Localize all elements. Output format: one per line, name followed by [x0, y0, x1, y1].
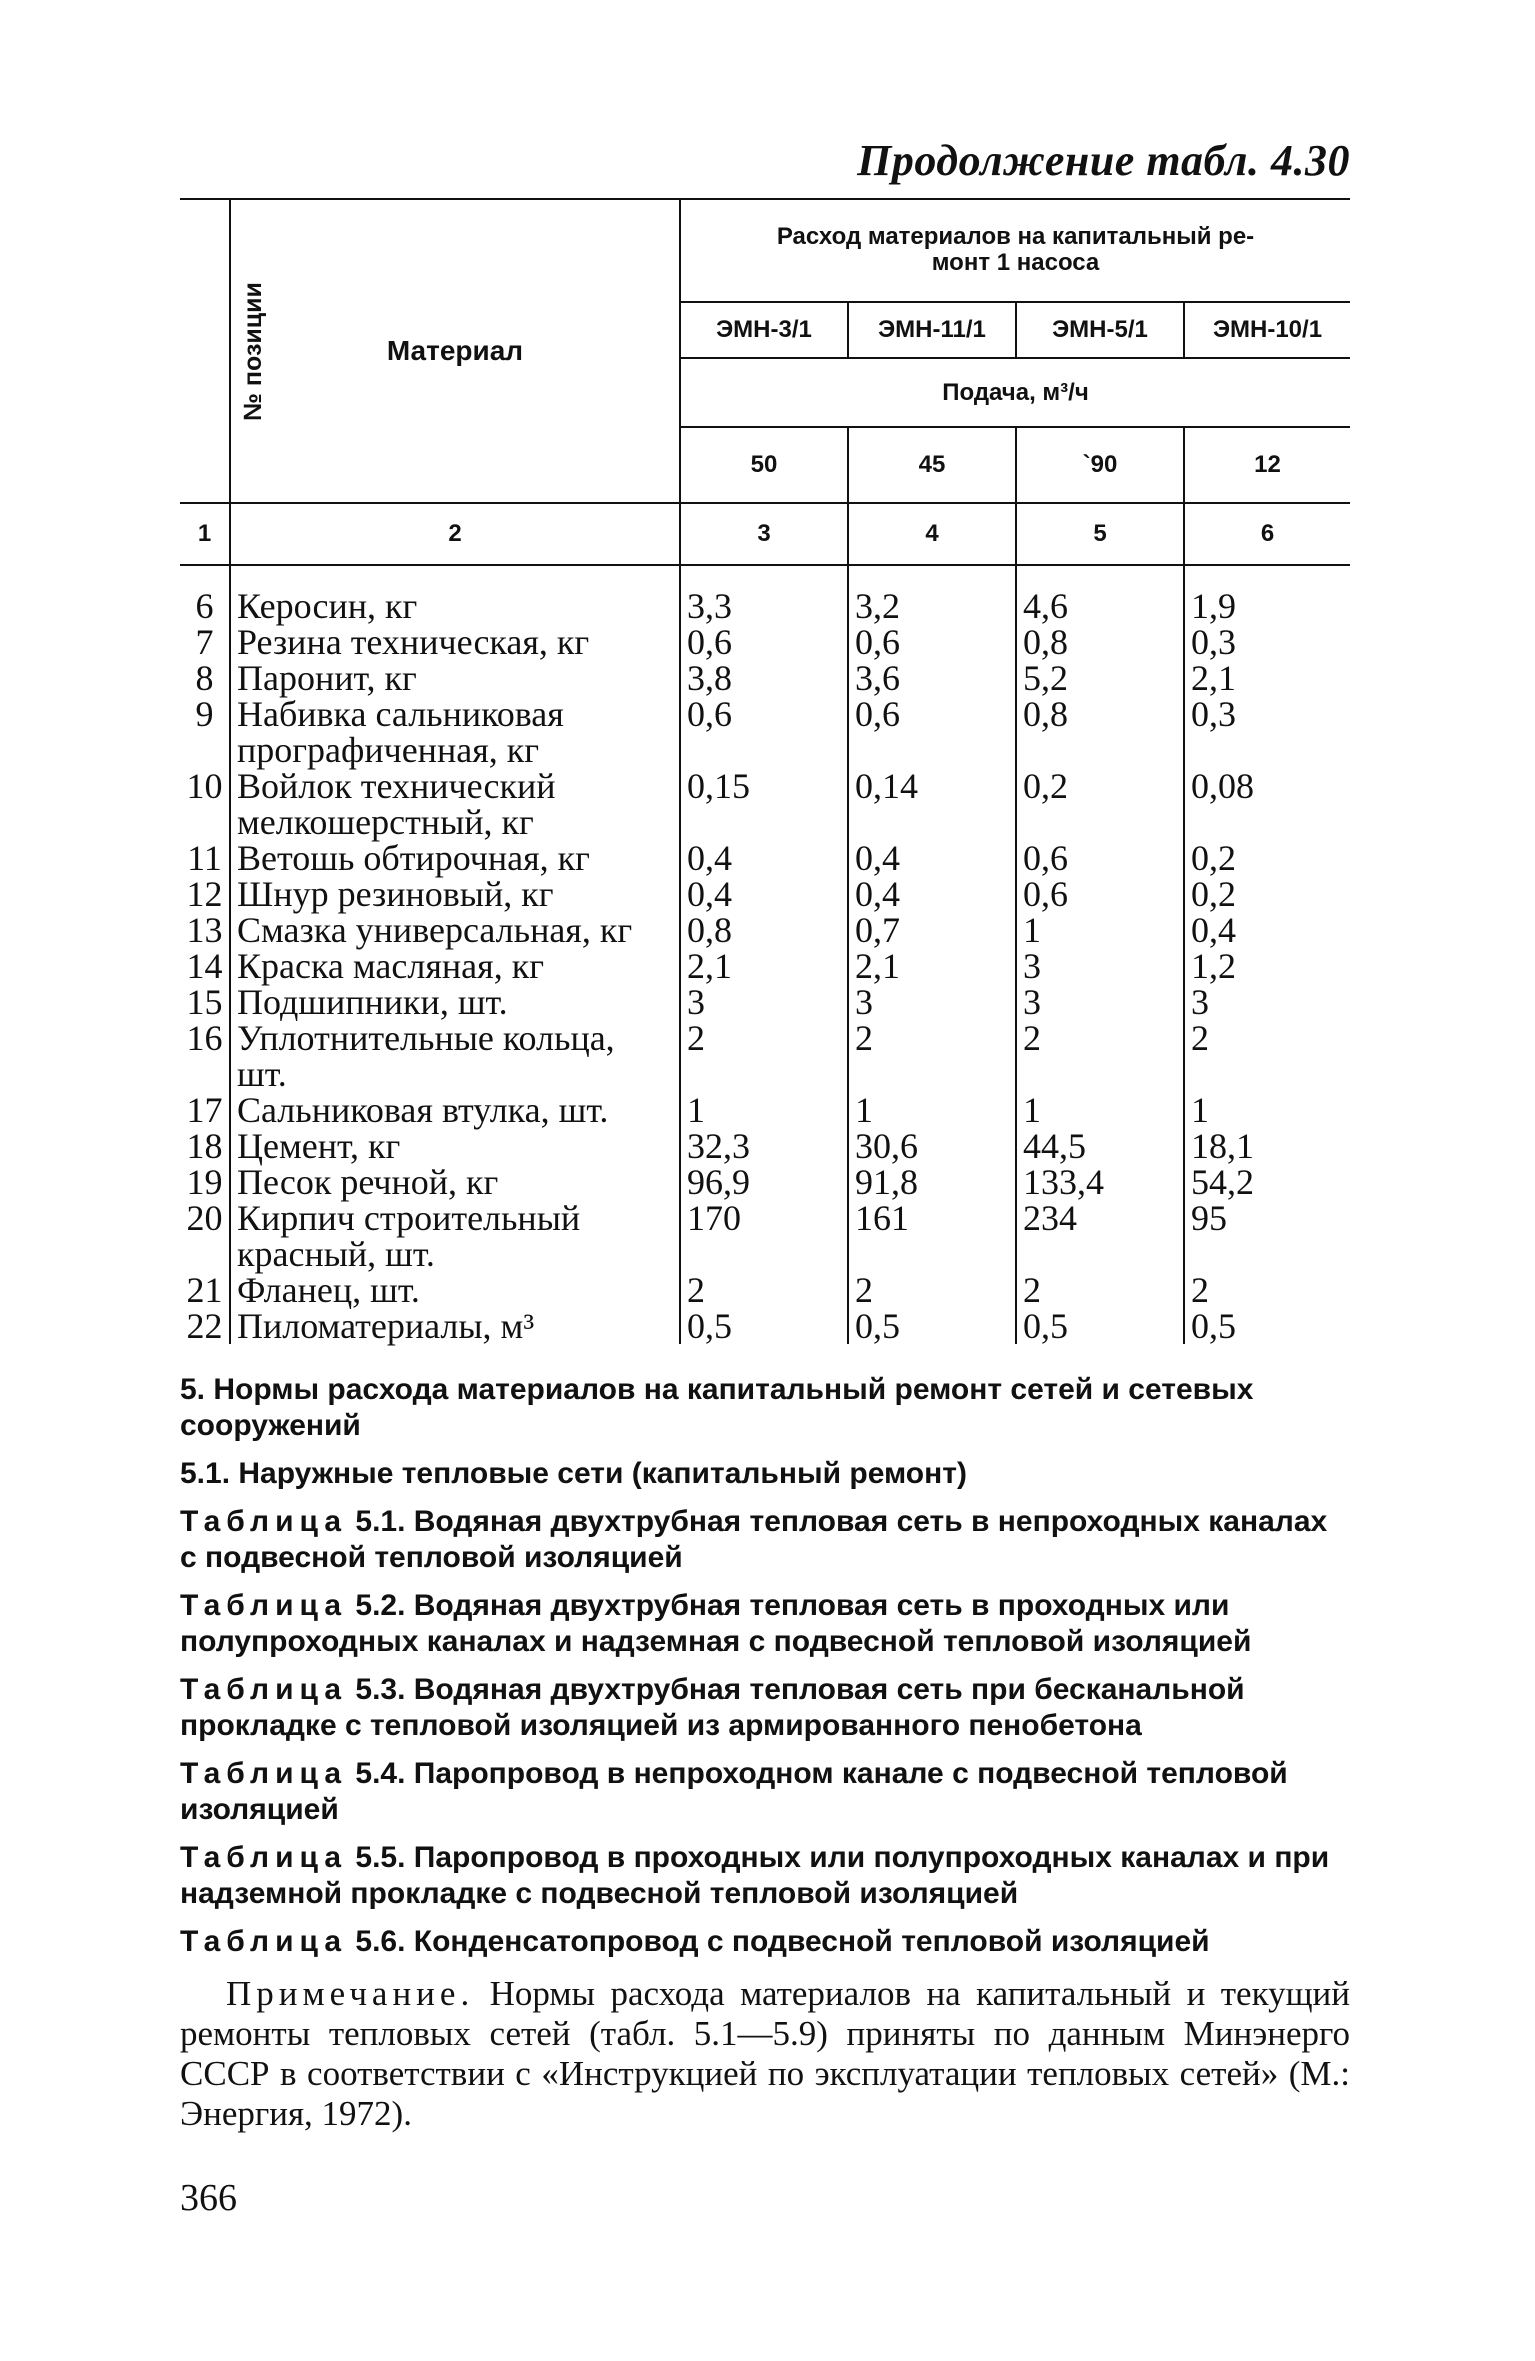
- position-cell: 8: [195, 658, 214, 698]
- value-cell: 3,8: [680, 660, 848, 696]
- material-cell: Резина техническая, кг: [230, 624, 680, 660]
- value-cell: 1: [1184, 1092, 1350, 1128]
- column-number: 1: [180, 503, 230, 565]
- table-title-text: 5.5. Паропровод в проходных или полупроходных каналах и при надземной прокладке с подвесной тепловой изоляцией: [180, 1841, 1330, 1910]
- position-header: [180, 199, 267, 503]
- table-title-label: Таблица: [180, 1757, 348, 1790]
- column-number: 4: [848, 503, 1016, 565]
- table-title-label: Таблица: [180, 1505, 348, 1538]
- value-cell: 0,2: [1016, 768, 1184, 840]
- note-text: Нормы расхода материалов на капитальный и текущий ремонты тепловых сетей (табл. 5.1—5.9) приняты по данным Минэнерго СССР в соответствии с «Инструкцией по эксплуатации тепловых сетей» (М.: Энергия, 1972).: [180, 1974, 1350, 2133]
- value-cell: 0,4: [680, 840, 848, 876]
- position-cell: 15: [186, 982, 223, 1022]
- note-label: Примечание.: [226, 1974, 475, 2013]
- value-cell: 1: [1016, 912, 1184, 948]
- material-cell: Цемент, кг: [230, 1128, 680, 1164]
- table-title-text: 5.6. Конденсатопровод с подвесной тепловой изоляцией: [355, 1925, 1210, 1958]
- table-title-text: 5.3. Водяная двухтрубная тепловая сеть при бесканальной прокладке с тепловой изоляцией из армированного пенобетона: [180, 1673, 1245, 1742]
- value-cell: 2: [1016, 1272, 1184, 1308]
- materials-table: [180, 198, 1350, 1344]
- value-cell: 0,8: [1016, 696, 1184, 768]
- table-row: [180, 1164, 1350, 1200]
- position-cell: 11: [187, 838, 222, 878]
- position-cell: 6: [195, 586, 214, 626]
- value-cell: 2: [1016, 1020, 1184, 1092]
- page-number: 366: [180, 2177, 237, 2219]
- value-cell: 1: [1016, 1092, 1184, 1128]
- position-cell: 14: [186, 946, 223, 986]
- material-cell: Войлок технический мелкошерстный, кг: [230, 768, 680, 840]
- consumption-header: Расход материалов на капитальный ре- монт 1 насоса: [680, 199, 1350, 302]
- pump-header: ЭМН-10/1: [1184, 302, 1350, 359]
- material-cell: Песок речной, кг: [230, 1164, 680, 1200]
- supply-value: `90: [1016, 427, 1184, 503]
- value-cell: 4,6: [1016, 565, 1184, 624]
- value-cell: 18,1: [1184, 1128, 1350, 1164]
- value-cell: 1: [848, 1092, 1016, 1128]
- value-cell: 0,3: [1184, 624, 1350, 660]
- value-cell: 95: [1184, 1200, 1350, 1272]
- value-cell: 3,6: [848, 660, 1016, 696]
- table-title: [180, 1924, 1350, 1960]
- value-cell: 2: [680, 1020, 848, 1092]
- value-cell: 0,7: [848, 912, 1016, 948]
- subsection-heading: 5.1. Наружные тепловые сети (капитальный ремонт): [180, 1457, 967, 1490]
- column-number: 2: [230, 503, 680, 565]
- table-title: [180, 1672, 1350, 1744]
- table-title-label: Таблица: [180, 1589, 348, 1622]
- supply-value: 45: [848, 427, 1016, 503]
- table-row: [180, 565, 1350, 624]
- table-title-label: Таблица: [180, 1841, 348, 1874]
- value-cell: 44,5: [1016, 1128, 1184, 1164]
- table-row: [180, 1308, 1350, 1344]
- table-row: [180, 876, 1350, 912]
- value-cell: 1: [680, 1092, 848, 1128]
- supply-value: 50: [680, 427, 848, 503]
- table-title-text: 5.2. Водяная двухтрубная тепловая сеть в проходных или полупроходных каналах и надземная с подвесной тепловой изоляцией: [180, 1589, 1252, 1658]
- table-row: [180, 624, 1350, 660]
- material-cell: Фланец, шт.: [230, 1272, 680, 1308]
- value-cell: 3,3: [680, 565, 848, 624]
- position-cell: 22: [186, 1306, 223, 1346]
- value-cell: 3: [1016, 984, 1184, 1020]
- section-5: [180, 1372, 1350, 1960]
- position-cell: 16: [186, 1018, 223, 1058]
- value-cell: 161: [848, 1200, 1016, 1272]
- pump-header: ЭМН-11/1: [848, 302, 1016, 359]
- value-cell: 0,5: [1016, 1308, 1184, 1344]
- supply-header: Подача, м³/ч: [680, 358, 1350, 427]
- value-cell: 0,4: [848, 840, 1016, 876]
- table-row: [180, 660, 1350, 696]
- note: [180, 1974, 1350, 2134]
- value-cell: 0,4: [1184, 912, 1350, 948]
- value-cell: 3: [848, 984, 1016, 1020]
- table-title-list: [180, 1504, 1350, 1960]
- value-cell: 2,1: [680, 948, 848, 984]
- value-cell: 0,14: [848, 768, 1016, 840]
- table-row: [180, 1020, 1350, 1092]
- value-cell: 2,1: [1184, 660, 1350, 696]
- value-cell: 2: [848, 1272, 1016, 1308]
- value-cell: 133,4: [1016, 1164, 1184, 1200]
- value-cell: 0,2: [1184, 876, 1350, 912]
- material-cell: Уплотнительные кольца, шт.: [230, 1020, 680, 1092]
- value-cell: 0,4: [848, 876, 1016, 912]
- value-cell: 3: [1016, 948, 1184, 984]
- table-row: [180, 912, 1350, 948]
- value-cell: 1,2: [1184, 948, 1350, 984]
- material-cell: Сальниковая втулка, шт.: [230, 1092, 680, 1128]
- value-cell: 0,5: [848, 1308, 1016, 1344]
- table-row: [180, 1200, 1350, 1272]
- material-cell: Паронит, кг: [230, 660, 680, 696]
- position-cell: 7: [195, 622, 214, 662]
- value-cell: 32,3: [680, 1128, 848, 1164]
- material-cell: Кирпич строительный красный, шт.: [230, 1200, 680, 1272]
- position-cell: 12: [186, 874, 223, 914]
- table-title: [180, 1840, 1350, 1912]
- value-cell: 0,2: [1184, 840, 1350, 876]
- column-number: 5: [1016, 503, 1184, 565]
- column-number: 3: [680, 503, 848, 565]
- value-cell: 54,2: [1184, 1164, 1350, 1200]
- table-row: [180, 984, 1350, 1020]
- table-row: [180, 1092, 1350, 1128]
- value-cell: 3: [1184, 984, 1350, 1020]
- table-title: [180, 1756, 1350, 1828]
- position-cell: 20: [186, 1198, 223, 1238]
- position-cell: 17: [186, 1090, 223, 1130]
- value-cell: 0,6: [848, 696, 1016, 768]
- supply-value: 12: [1184, 427, 1350, 503]
- value-cell: 2: [680, 1272, 848, 1308]
- value-cell: 0,8: [680, 912, 848, 948]
- table-row: [180, 768, 1350, 840]
- value-cell: 0,6: [680, 696, 848, 768]
- material-cell: Подшипники, шт.: [230, 984, 680, 1020]
- position-cell: 19: [186, 1162, 223, 1202]
- value-cell: 2: [848, 1020, 1016, 1092]
- section-heading: 5. Нормы расхода материалов на капитальный ремонт сетей и сетевых сооружений: [180, 1373, 1254, 1442]
- material-cell: Шнур резиновый, кг: [230, 876, 680, 912]
- table-title-text: 5.1. Водяная двухтрубная тепловая сеть в непроходных каналах с подвесной тепловой изоляцией: [180, 1505, 1328, 1574]
- position-cell: 18: [186, 1126, 223, 1166]
- value-cell: 3,2: [848, 565, 1016, 624]
- value-cell: 91,8: [848, 1164, 1016, 1200]
- value-cell: 1,9: [1184, 565, 1350, 624]
- table-title-label: Таблица: [180, 1925, 348, 1958]
- table-body: [180, 565, 1350, 1344]
- value-cell: 2: [1184, 1020, 1350, 1092]
- material-cell: Краска масляная, кг: [230, 948, 680, 984]
- value-cell: 0,15: [680, 768, 848, 840]
- table-row: [180, 1272, 1350, 1308]
- pump-header: ЭМН-5/1: [1016, 302, 1184, 359]
- table-row: [180, 696, 1350, 768]
- position-cell: 13: [186, 910, 223, 950]
- value-cell: 0,5: [680, 1308, 848, 1344]
- table-row: [180, 1128, 1350, 1164]
- value-cell: 2: [1184, 1272, 1350, 1308]
- value-cell: 0,5: [1184, 1308, 1350, 1344]
- value-cell: 0,4: [680, 876, 848, 912]
- page: [180, 135, 1350, 2220]
- table-title-text: 5.4. Паропровод в непроходном канале с подвесной тепловой изоляцией: [180, 1757, 1288, 1826]
- material-cell: Набивка сальниковая прографиченная, кг: [230, 696, 680, 768]
- value-cell: 96,9: [680, 1164, 848, 1200]
- table-title: [180, 1504, 1350, 1576]
- material-cell: Смазка универсальная, кг: [230, 912, 680, 948]
- value-cell: 0,8: [1016, 624, 1184, 660]
- value-cell: 3: [680, 984, 848, 1020]
- table-title: [180, 1588, 1350, 1660]
- position-label: № позиции: [238, 281, 267, 421]
- value-cell: 0,6: [1016, 876, 1184, 912]
- value-cell: 0,6: [1016, 840, 1184, 876]
- continuation-caption: Продолжение табл. 4.30: [857, 136, 1350, 185]
- position-cell: 9: [195, 694, 214, 734]
- value-cell: 30,6: [848, 1128, 1016, 1164]
- value-cell: 5,2: [1016, 660, 1184, 696]
- value-cell: 234: [1016, 1200, 1184, 1272]
- value-cell: 0,6: [848, 624, 1016, 660]
- position-cell: 10: [186, 766, 223, 806]
- value-cell: 0,6: [680, 624, 848, 660]
- table-title-label: Таблица: [180, 1673, 348, 1706]
- table-row: [180, 840, 1350, 876]
- pump-header: ЭМН-3/1: [680, 302, 848, 359]
- value-cell: 2,1: [848, 948, 1016, 984]
- position-cell: 21: [186, 1270, 223, 1310]
- value-cell: 170: [680, 1200, 848, 1272]
- value-cell: 0,08: [1184, 768, 1350, 840]
- material-cell: Пиломатериалы, м³: [230, 1308, 680, 1344]
- material-header: Материал: [230, 199, 680, 503]
- table-row: [180, 948, 1350, 984]
- column-number: 6: [1184, 503, 1350, 565]
- material-cell: Ветошь обтирочная, кг: [230, 840, 680, 876]
- value-cell: 0,3: [1184, 696, 1350, 768]
- table-header: [180, 199, 1350, 565]
- material-cell: Керосин, кг: [230, 565, 680, 624]
